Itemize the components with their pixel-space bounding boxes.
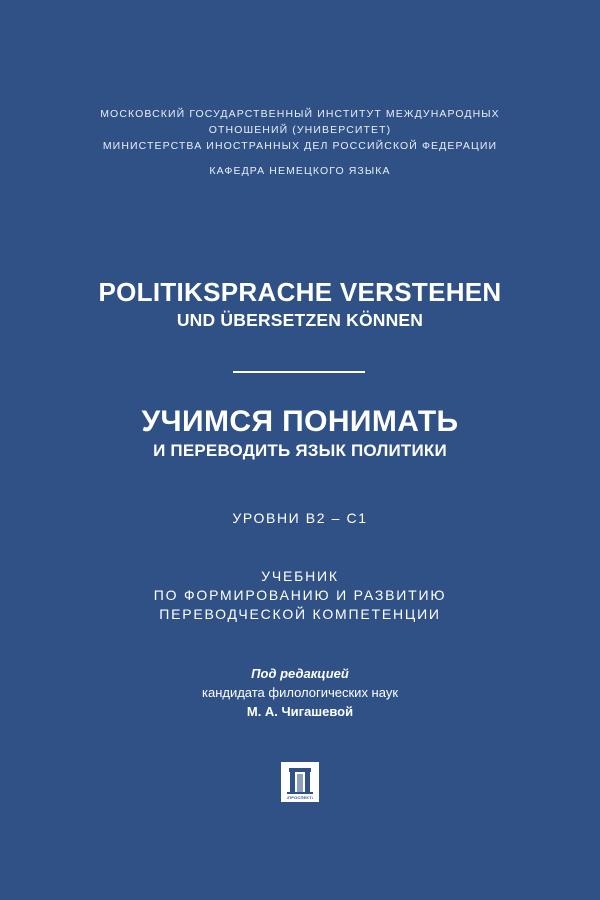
institution-line-3: МИНИСТЕРСТВА ИНОСТРАННЫХ ДЕЛ РОССИЙСКОЙ ФЕДЕРАЦИИ: [102, 140, 498, 152]
textbook-description: [0, 567, 600, 624]
levels-label: УРОВНИ B2 – C1: [232, 510, 368, 526]
publisher-logo-icon: [281, 762, 319, 802]
russian-title-sub: И ПЕРЕВОДИТЬ ЯЗЫК ПОЛИТИКИ: [153, 441, 447, 460]
publisher-logo-text: •ПРОСПЕКТ•: [286, 795, 314, 800]
german-title-sub: UND ÜBERSETZEN KÖNNEN: [176, 310, 424, 330]
textbook-line-3: ПЕРЕВОДЧЕСКОЙ КОМПЕТЕНЦИИ: [159, 606, 441, 622]
german-title: [0, 276, 600, 332]
editor-label: Под редакцией: [251, 666, 349, 681]
textbook-line-1: УЧЕБНИК: [261, 568, 339, 584]
russian-title-main: УЧИМСЯ ПОНИМАТЬ: [141, 405, 459, 438]
german-title-main: POLITIKSPRACHE VERSTEHEN: [98, 277, 502, 307]
institution-block: [0, 106, 600, 179]
textbook-line-2: ПО ФОРМИРОВАНИЮ И РАЗВИТИЮ: [153, 587, 447, 603]
editor-degree: кандидата филологических наук: [201, 685, 399, 700]
editor-block: [0, 664, 600, 721]
institution-line-2: ОТНОШЕНИЙ (УНИВЕРСИТЕТ): [208, 124, 392, 136]
title-divider: [233, 371, 365, 373]
institution-line-1: МОСКОВСКИЙ ГОСУДАРСТВЕННЫЙ ИНСТИТУТ МЕЖДУНАРОДНЫХ: [100, 108, 500, 120]
editor-name: М. А. Чигашевой: [246, 704, 354, 719]
department-name: КАФЕДРА НЕМЕЦКОГО ЯЗЫКА: [209, 165, 391, 177]
russian-title: [0, 404, 600, 462]
